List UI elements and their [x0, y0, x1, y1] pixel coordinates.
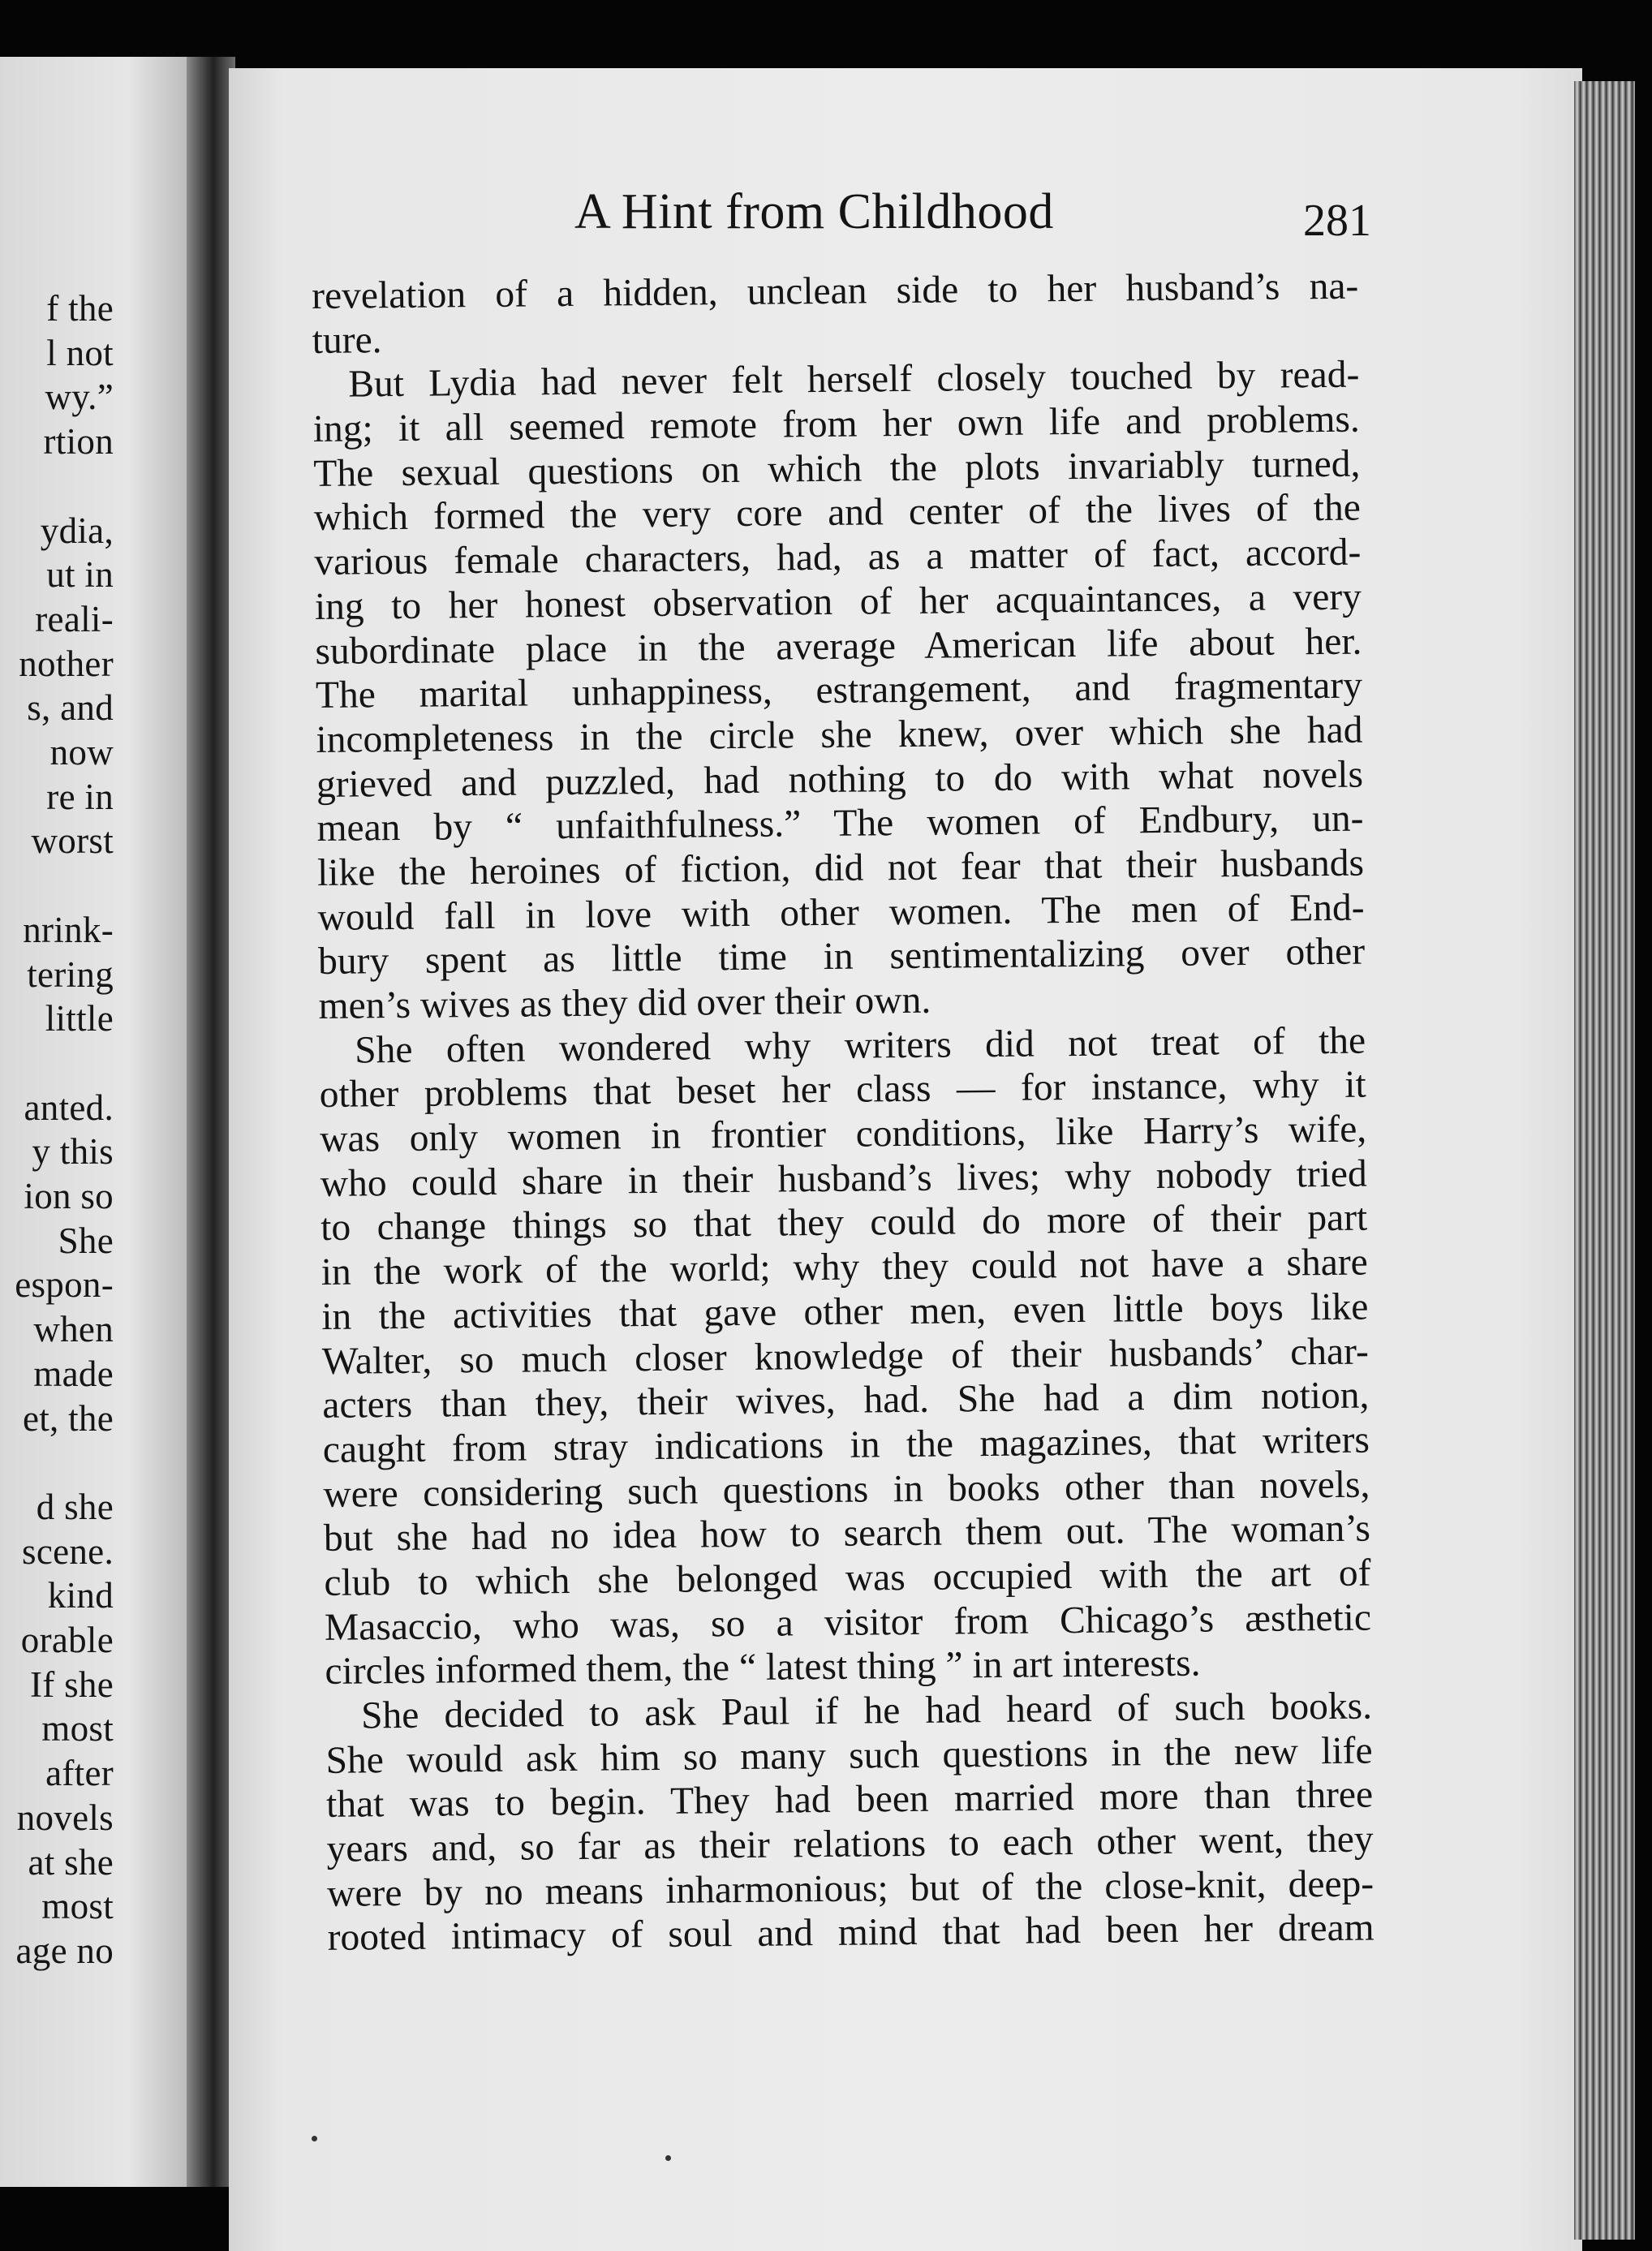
- left-page-line: when: [33, 1309, 114, 1350]
- left-page-line: little: [45, 998, 114, 1039]
- text-line: was only women in frontier conditions, like Harry’s wife,: [319, 1108, 1367, 1161]
- text-line: years and, so far as their relations to each other went, they: [326, 1818, 1374, 1870]
- left-page-line: now: [49, 732, 114, 773]
- left-page-line: at she: [28, 1841, 114, 1883]
- left-page-line: s, and: [27, 687, 114, 729]
- text-line: ture.: [312, 318, 382, 362]
- text-line: The sexual questions on which the plots invariably turned,: [313, 442, 1361, 495]
- page-number: 281: [1303, 196, 1371, 246]
- book-fore-edge: [1574, 81, 1635, 2240]
- text-line: grieved and puzzled, had nothing to do with what novels: [316, 753, 1364, 806]
- text-line: rooted intimacy of soul and mind that had been her dream: [327, 1906, 1375, 1960]
- left-page-line: scene.: [22, 1530, 114, 1572]
- body-text: [312, 265, 1375, 1960]
- text-line: other problems that beset her class — for instance, why it: [319, 1063, 1366, 1117]
- speck-mark: [665, 2155, 671, 2161]
- left-page-line: She: [58, 1220, 114, 1261]
- text-line: But Lydia had never felt herself closely touched by read-: [348, 353, 1360, 406]
- text-line: ing; it all seemed remote from her own life and problems.: [312, 398, 1361, 451]
- left-page-line: re in: [46, 776, 114, 817]
- text-line: She decided to ask Paul if he had heard of such books.: [360, 1685, 1373, 1737]
- left-page-line: tering: [27, 953, 114, 995]
- text-line: were considering such questions in books other than novels,: [323, 1463, 1370, 1516]
- text-line: in the work of the world; why they could not have a share: [321, 1241, 1368, 1294]
- text-line: club to which she belonged was occupied with the art of: [324, 1552, 1371, 1604]
- left-page-line: espon-: [15, 1264, 114, 1306]
- left-page-line: kind: [47, 1575, 114, 1616]
- text-line: bury spent as little time in sentimentalizing over other: [317, 930, 1366, 983]
- text-line: revelation of a hidden, unclean side to her husband’s na-: [312, 265, 1359, 317]
- left-page-line: ut in: [46, 554, 114, 596]
- text-line: who could share in their husband’s lives; why nobody tried: [320, 1152, 1367, 1205]
- left-page-line: after: [45, 1753, 114, 1794]
- left-page-line: nother: [19, 643, 114, 684]
- text-line: The marital unhappiness, estrangement, and fragmentary: [315, 664, 1363, 717]
- left-page-line: age no: [15, 1930, 114, 1971]
- text-line: incompleteness in the circle she knew, over which she had: [316, 708, 1363, 761]
- text-line: like the heroines of fiction, did not fear that their husbands: [316, 841, 1365, 894]
- left-page-line: rtion: [43, 421, 114, 463]
- left-page-line: anted.: [24, 1087, 114, 1128]
- speck-mark: [312, 2136, 317, 2141]
- left-page-line: made: [33, 1353, 114, 1394]
- left-page-line: orable: [20, 1620, 114, 1660]
- left-page-line: If she: [29, 1664, 114, 1705]
- left-page-line: worst: [31, 820, 114, 862]
- text-line: She would ask him so many such questions in the new life: [325, 1729, 1373, 1782]
- left-page-line: ydia,: [40, 510, 114, 551]
- text-line: caught from stray indications in the magazines, that writers: [322, 1418, 1370, 1471]
- left-page-line: nrink-: [23, 909, 114, 950]
- text-line: would fall in love with other women. The men of End-: [317, 886, 1365, 939]
- text-line: Walter, so much closer knowledge of their husbands’ char-: [321, 1330, 1370, 1383]
- book-gutter: [187, 57, 235, 2187]
- left-page-line: ion so: [24, 1176, 114, 1216]
- text-line: in the activities that gave other men, even little boys like: [321, 1285, 1369, 1338]
- left-page-line: y this: [32, 1131, 114, 1173]
- text-line: to change things so that they could do more of their part: [321, 1197, 1368, 1250]
- left-page-line: d she: [36, 1486, 114, 1527]
- text-line: which formed the very core and center of the lives of the: [313, 487, 1362, 540]
- text-line: ing to her honest observation of her acquaintances, a very: [314, 575, 1362, 628]
- text-line: subordinate place in the average American life about her.: [315, 620, 1362, 673]
- text-line: various female characters, had, as a matter of fact, accord-: [314, 531, 1362, 584]
- text-line: Masaccio, who was, so a visitor from Chicago’s æsthetic: [324, 1596, 1372, 1649]
- left-page-line: f the: [46, 288, 114, 329]
- text-line: that was to begin. They had been married more than three: [325, 1773, 1374, 1827]
- previous-page: [0, 57, 213, 2187]
- left-page-line: et, the: [22, 1397, 114, 1439]
- left-page-line: most: [41, 1708, 114, 1750]
- text-line: mean by “ unfaithfulness.” The women of Endbury, un-: [316, 797, 1364, 850]
- text-line: acters than they, their wives, had. She had a dim notion,: [322, 1374, 1370, 1427]
- left-page-line: l not: [46, 332, 114, 373]
- left-page-line: novels: [16, 1797, 114, 1838]
- text-line: were by no means inharmonious; but of the close-knit, deep-: [326, 1862, 1375, 1915]
- text-line: but she had no idea how to search them out. The woman’s: [323, 1507, 1371, 1560]
- left-page-line: wy.”: [45, 377, 114, 418]
- running-head: A Hint from Childhood: [574, 184, 1054, 239]
- left-page-line: most: [41, 1886, 114, 1927]
- text-line: She often wondered why writers did not treat of the: [354, 1019, 1366, 1072]
- text-line: circles informed them, the “ latest thing ” in art interests.: [325, 1642, 1201, 1694]
- text-line: men’s wives as they did over their own.: [318, 979, 931, 1027]
- left-page-line: reali-: [35, 598, 114, 639]
